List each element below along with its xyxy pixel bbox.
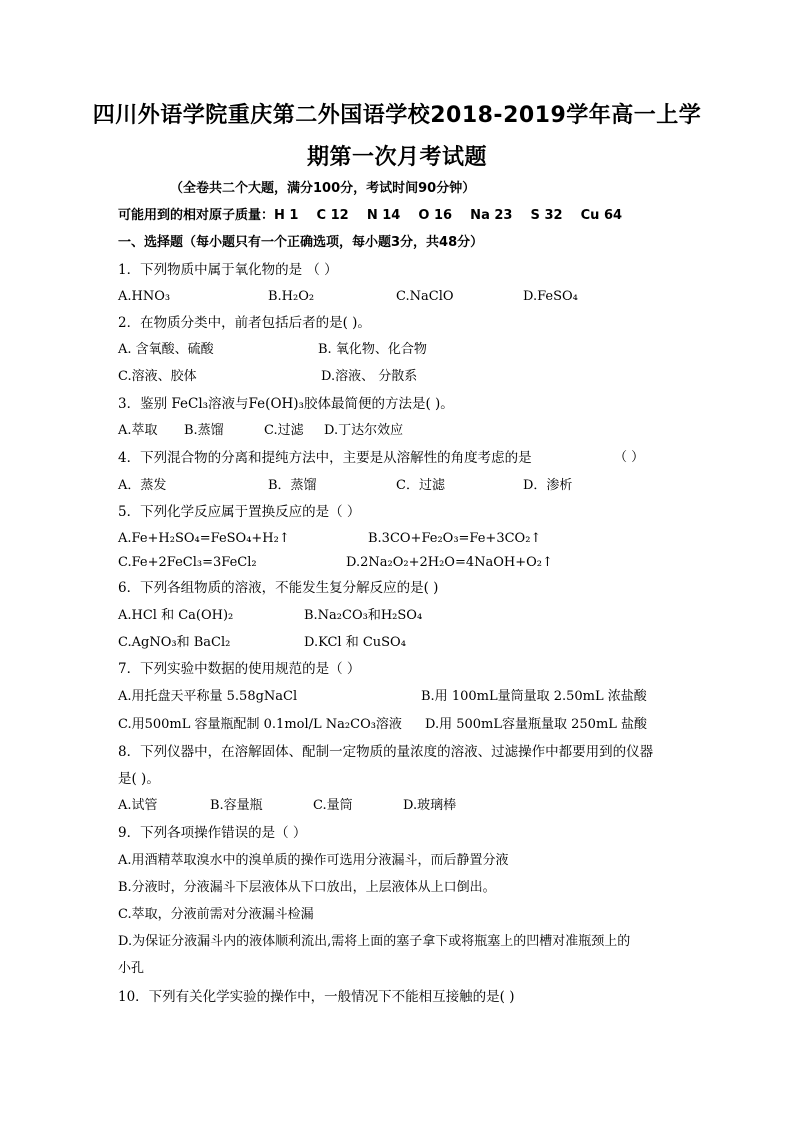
q8-option-d: D.玻璃棒 — [403, 798, 457, 813]
q4-option-a: A．蒸发 — [118, 478, 167, 493]
q7-option-d: D.用 500mL容量瓶量取 250mL 盐酸 — [425, 717, 648, 732]
question-5-stem: 5．下列化学反应属于置换反应的是（ ） — [118, 504, 361, 520]
q3-option-c: C.过滤 — [264, 423, 304, 438]
q6-option-d: D.KCl 和 CuSO₄ — [304, 635, 406, 650]
q4-option-b: B．蒸馏 — [268, 478, 317, 493]
title-line-2: 期第一次月考试题 — [306, 145, 487, 170]
question-4-stem: 4．下列混合物的分离和提纯方法中，主要是从溶解性的角度考虑的是 — [118, 450, 532, 466]
question-9-stem: 9．下列各项操作错误的是（ ） — [118, 825, 307, 841]
q9-option-d-cont: 小孔 — [118, 961, 145, 976]
q1-option-c: C.NaClO — [396, 289, 454, 304]
subtitle: （全卷共二个大题，满分100分，考试时间90分钟） — [170, 181, 476, 196]
q7-option-b: B.用 100mL量筒量取 2.50mL 浓盐酸 — [421, 689, 647, 704]
q5-option-b: B.3CO+Fe₂O₃=Fe+3CO₂↑ — [368, 531, 542, 546]
q6-option-c: C.AgNO₃和 BaCl₂ — [118, 635, 231, 650]
q7-option-a: A.用托盘天平称量 5.58gNaCl — [118, 689, 298, 704]
atomic-masses: 可能用到的相对原子质量：H 1 C 12 N 14 O 16 Na 23 S 32 Cu 64 — [118, 208, 623, 223]
q3-option-a: A.萃取 — [118, 423, 158, 438]
q5-option-d: D.2Na₂O₂+2H₂O=4NaOH+O₂↑ — [346, 555, 553, 570]
q3-option-d: D.丁达尔效应 — [324, 423, 404, 438]
q4-option-d: D．渗析 — [523, 478, 573, 493]
q1-option-d: D.FeSO₄ — [523, 289, 578, 304]
question-3-stem: 3．鉴别 FeCl₃溶液与Fe(OH)₃胶体最简便的方法是( )。 — [118, 396, 454, 412]
q9-option-d: D.为保证分液漏斗内的液体顺利流出,需将上面的塞子拿下或将瓶塞上的凹槽对准瓶颈上的 — [118, 934, 631, 949]
q8-option-b: B.容量瓶 — [210, 798, 263, 813]
q3-option-b: B.蒸馏 — [184, 423, 224, 438]
q5-option-c: C.Fe+2FeCl₃=3FeCl₂ — [118, 555, 257, 570]
q8-option-c: C.量筒 — [313, 798, 353, 813]
question-7-stem: 7．下列实验中数据的使用规范的是（ ） — [118, 661, 361, 677]
q9-option-c: C.萃取，分液前需对分液漏斗检漏 — [118, 907, 314, 922]
q4-option-c: C．过滤 — [396, 478, 445, 493]
q9-option-b: B.分液时，分液漏斗下层液体从下口放出，上层液体从上口倒出。 — [118, 880, 496, 895]
question-10-stem: 10．下列有关化学实验的操作中，一般情况下不能相互接触的是( ) — [118, 989, 515, 1005]
q1-option-a: A.HNO₃ — [118, 289, 171, 304]
q2-option-d: D.溶液、 分散系 — [321, 369, 418, 384]
q7-option-c: C.用500mL 容量瓶配制 0.1mol/L Na₂CO₃溶液 — [118, 717, 402, 732]
q2-option-a: A. 含氧酸、硫酸 — [118, 342, 214, 357]
question-8-stem: 8．下列仪器中，在溶解固体、配制一定物质的量浓度的溶液、过滤操作中都要用到的仪器 — [118, 744, 654, 760]
question-1-stem: 1．下列物质中属于氧化物的是 （ ） — [118, 262, 338, 278]
question-6-stem: 6．下列各组物质的溶液，不能发生复分解反应的是( ) — [118, 580, 439, 596]
title-line-1: 四川外语学院重庆第二外国语学校2018-2019学年高一上学 — [92, 103, 702, 128]
q5-option-a: A.Fe+H₂SO₄=FeSO₄+H₂↑ — [118, 531, 290, 546]
section-1-heading: 一、选择题（每小题只有一个正确选项，每小题3分，共48分） — [118, 235, 484, 250]
q2-option-b: B. 氧化物、化合物 — [318, 342, 427, 357]
q9-option-a: A.用酒精萃取溴水中的溴单质的操作可选用分液漏斗，而后静置分液 — [118, 853, 509, 868]
question-8-stem-cont: 是( )。 — [118, 771, 160, 787]
q4-answer-paren: （ ） — [614, 450, 645, 465]
q2-option-c: C.溶液、胶体 — [118, 369, 197, 384]
q6-option-a: A.HCl 和 Ca(OH)₂ — [118, 608, 234, 623]
question-2-stem: 2．在物质分类中，前者包括后者的是( )。 — [118, 315, 371, 331]
q8-option-a: A.试管 — [118, 798, 158, 813]
q1-option-b: B.H₂O₂ — [268, 289, 315, 304]
q6-option-b: B.Na₂CO₃和H₂SO₄ — [304, 608, 423, 623]
